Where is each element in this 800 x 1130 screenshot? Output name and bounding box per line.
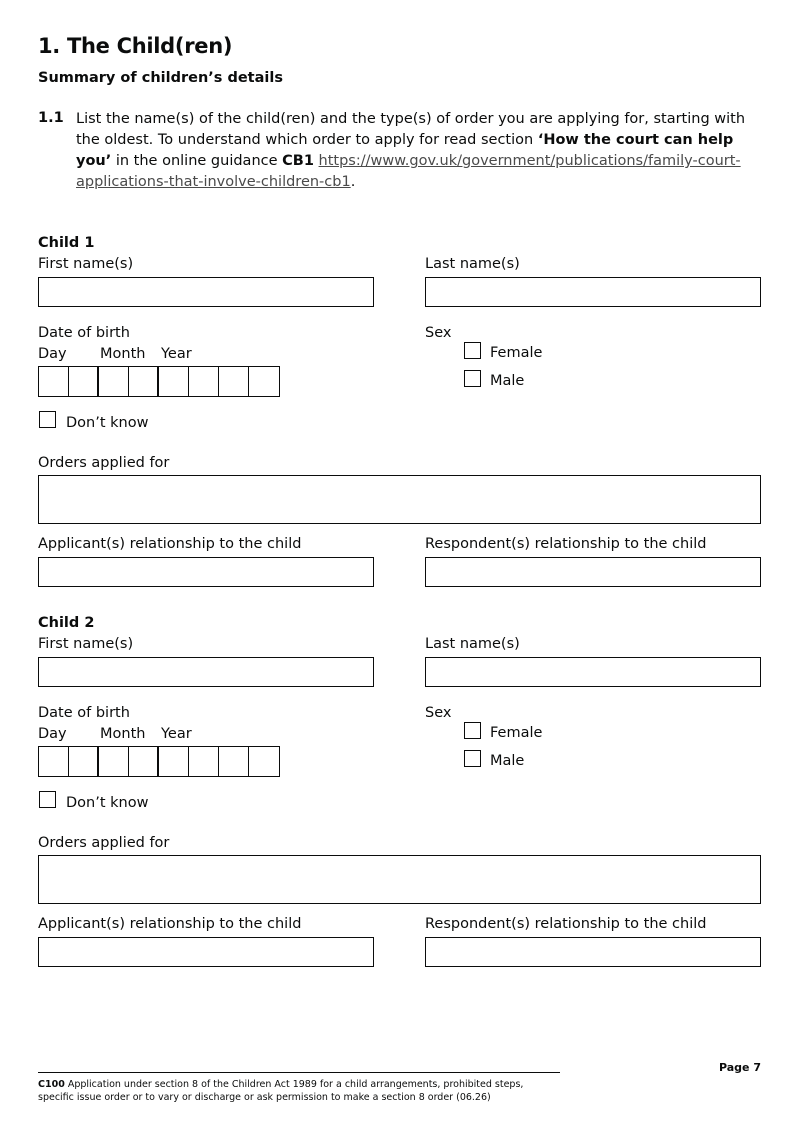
first-name-label: First name(s) xyxy=(38,636,134,652)
orders-field[interactable] xyxy=(38,475,761,524)
year-digit-1[interactable] xyxy=(159,367,189,396)
male-label: Male xyxy=(490,753,525,769)
sex-label: Sex xyxy=(425,325,452,341)
respondent-relationship-field[interactable] xyxy=(425,557,761,587)
day-digit-1[interactable] xyxy=(39,747,69,776)
day-digit-2[interactable] xyxy=(69,367,99,396)
orders-label: Orders applied for xyxy=(38,455,170,471)
first-name-label: First name(s) xyxy=(38,256,134,272)
dont-know-label: Don’t know xyxy=(66,415,149,431)
last-name-label: Last name(s) xyxy=(425,636,520,652)
day-digit-1[interactable] xyxy=(39,367,69,396)
first-name-field[interactable] xyxy=(38,277,374,307)
year-digit-1[interactable] xyxy=(159,747,189,776)
question-number: 1.1 xyxy=(38,110,64,126)
year-digit-2[interactable] xyxy=(189,367,219,396)
male-label: Male xyxy=(490,373,525,389)
month-digit-1[interactable] xyxy=(99,367,129,396)
last-name-label: Last name(s) xyxy=(425,256,520,272)
dont-know-checkbox[interactable] xyxy=(39,411,56,428)
female-checkbox[interactable] xyxy=(464,342,481,359)
last-name-field[interactable] xyxy=(425,277,761,307)
dont-know-label: Don’t know xyxy=(66,795,149,811)
day-label: Day xyxy=(38,726,67,742)
month-label: Month xyxy=(100,346,146,362)
respondent-relationship-field[interactable] xyxy=(425,937,761,967)
question-text-part: . xyxy=(350,174,356,190)
orders-label: Orders applied for xyxy=(38,835,170,851)
applicant-relationship-field[interactable] xyxy=(38,557,374,587)
dont-know-checkbox[interactable] xyxy=(39,791,56,808)
last-name-field[interactable] xyxy=(425,657,761,687)
day-label: Day xyxy=(38,346,67,362)
form-code: C100 xyxy=(38,1079,65,1090)
year-digit-2[interactable] xyxy=(189,747,219,776)
male-checkbox[interactable] xyxy=(464,750,481,767)
month-digit-2[interactable] xyxy=(129,747,159,776)
question-text xyxy=(76,109,766,193)
page-title: 1. The Child(ren) xyxy=(38,34,233,58)
question-text-part: List the name(s) of the child(ren) and the type(s) of order you are applying for, starting with the oldest. To understand which order to apply for read section xyxy=(76,111,746,148)
applicant-relationship-label: Applicant(s) relationship to the child xyxy=(38,536,302,552)
dob-field[interactable] xyxy=(38,366,280,397)
year-label: Year xyxy=(161,726,192,742)
year-digit-4[interactable] xyxy=(249,367,279,396)
page-number: Page 7 xyxy=(718,1061,761,1074)
dob-label: Date of birth xyxy=(38,325,130,341)
male-checkbox[interactable] xyxy=(464,370,481,387)
guidance-link[interactable]: https://www.gov.uk/government/publications/family-court-applications-that-involve-children-cb1 xyxy=(76,153,741,190)
question-text-part: in the online guidance xyxy=(111,153,283,169)
sex-label: Sex xyxy=(425,705,452,721)
month-digit-2[interactable] xyxy=(129,367,159,396)
year-digit-3[interactable] xyxy=(219,747,249,776)
applicant-relationship-field[interactable] xyxy=(38,937,374,967)
year-digit-4[interactable] xyxy=(249,747,279,776)
dob-field[interactable] xyxy=(38,746,280,777)
question-bold-section-name: ‘How the court can help you’ xyxy=(76,132,734,169)
respondent-relationship-label: Respondent(s) relationship to the child xyxy=(425,536,707,552)
child-title: Child 1 xyxy=(38,235,95,251)
child-title: Child 2 xyxy=(38,615,95,631)
female-checkbox[interactable] xyxy=(464,722,481,739)
respondent-relationship-label: Respondent(s) relationship to the child xyxy=(425,916,707,932)
dob-label: Date of birth xyxy=(38,705,130,721)
footer-divider xyxy=(38,1072,560,1073)
footer-text xyxy=(38,1078,558,1104)
year-label: Year xyxy=(161,346,192,362)
day-digit-2[interactable] xyxy=(69,747,99,776)
form-description: Application under section 8 of the Children Act 1989 for a child arrangements, prohibited steps, specific issue order or to vary or discharge or ask permission to make a section 8 order (06.26) xyxy=(38,1079,524,1103)
month-digit-1[interactable] xyxy=(99,747,129,776)
first-name-field[interactable] xyxy=(38,657,374,687)
applicant-relationship-label: Applicant(s) relationship to the child xyxy=(38,916,302,932)
month-label: Month xyxy=(100,726,146,742)
female-label: Female xyxy=(490,725,543,741)
year-digit-3[interactable] xyxy=(219,367,249,396)
female-label: Female xyxy=(490,345,543,361)
section-subtitle: Summary of children’s details xyxy=(38,70,283,86)
orders-field[interactable] xyxy=(38,855,761,904)
question-bold-guidance-code: CB1 xyxy=(282,153,314,169)
